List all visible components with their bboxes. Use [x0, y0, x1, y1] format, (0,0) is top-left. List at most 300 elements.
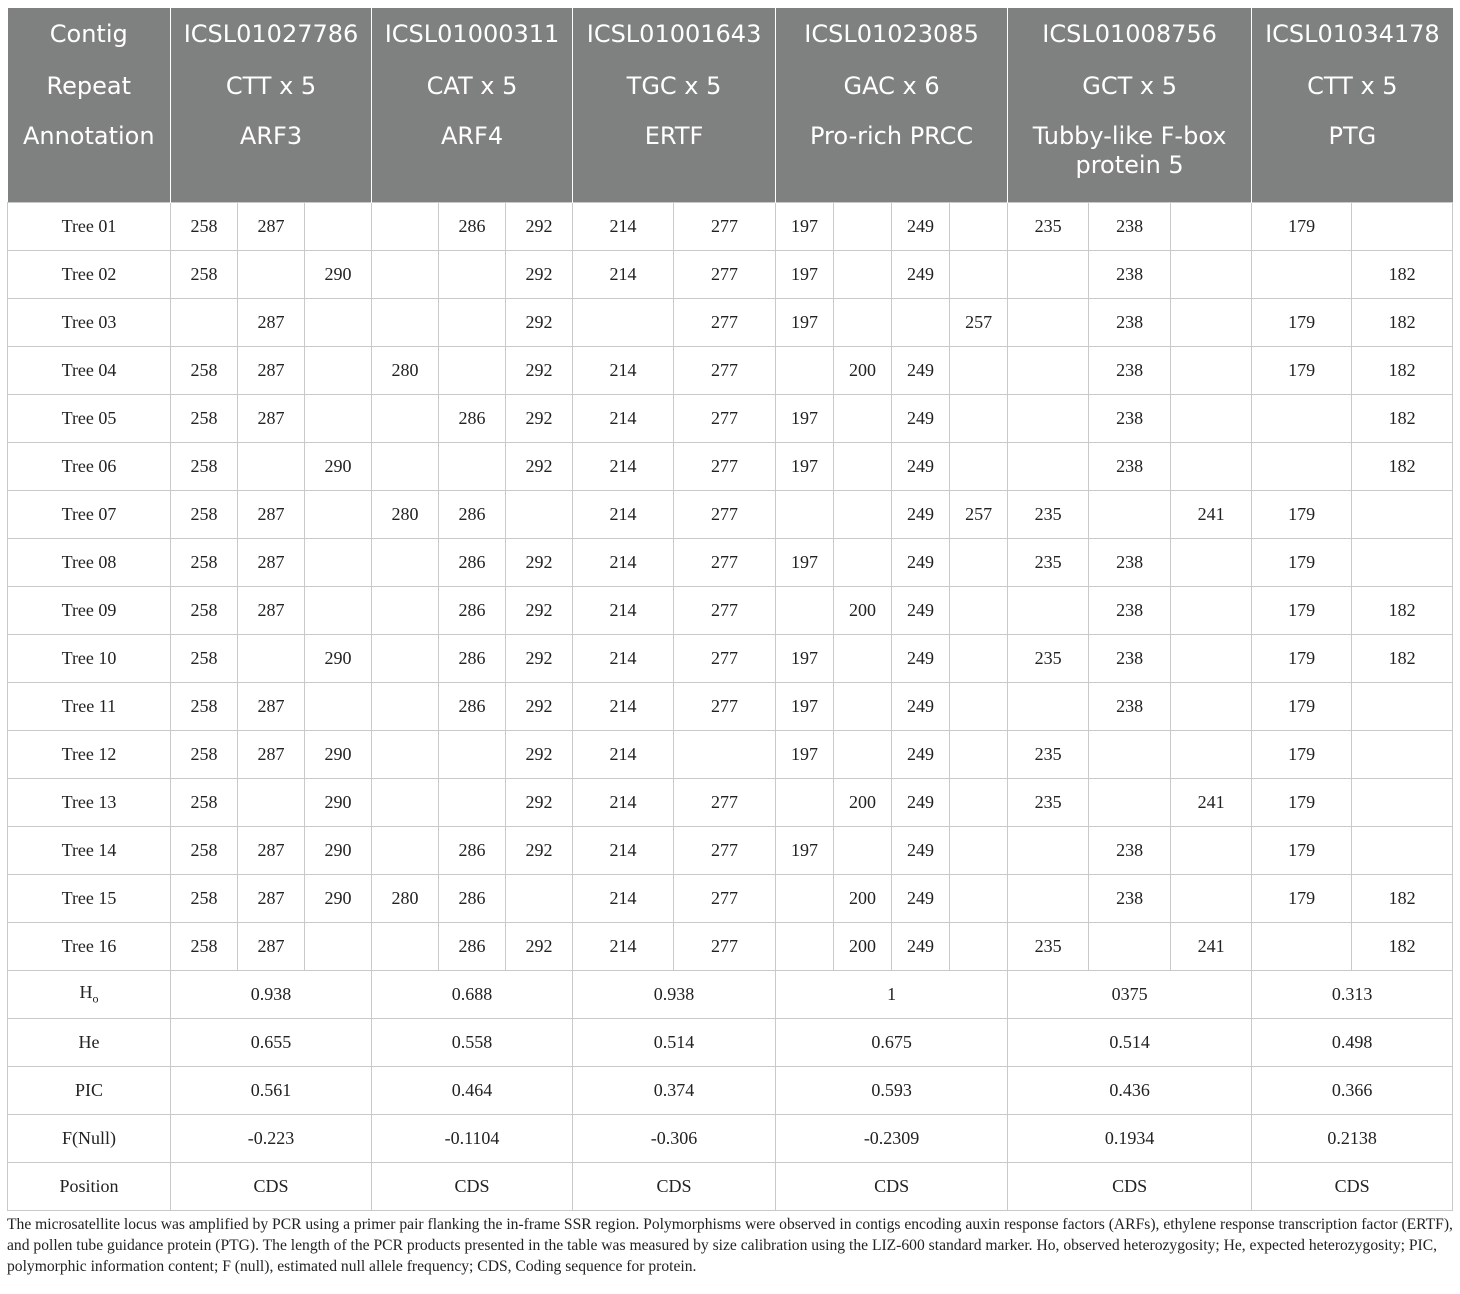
allele-size-cell [1352, 491, 1453, 539]
allele-size-cell [305, 683, 372, 731]
allele-size-cell: 277 [674, 587, 776, 635]
allele-size-cell [1089, 491, 1171, 539]
allele-size-cell: 292 [506, 539, 573, 587]
annotation-value: PTG [1252, 112, 1453, 203]
allele-size-cell: 214 [573, 875, 674, 923]
tree-label: Tree 06 [8, 443, 171, 491]
allele-size-cell: 214 [573, 827, 674, 875]
allele-size-cell: 286 [439, 875, 506, 923]
allele-size-cell: 200 [834, 923, 892, 971]
allele-size-cell [1089, 731, 1171, 779]
allele-size-cell: 179 [1252, 203, 1352, 251]
allele-size-cell: 258 [171, 251, 238, 299]
allele-size-cell: 249 [892, 875, 950, 923]
allele-size-cell: 277 [674, 875, 776, 923]
allele-size-cell: 235 [1008, 779, 1089, 827]
allele-size-cell: 257 [950, 491, 1008, 539]
allele-size-cell: 235 [1008, 923, 1089, 971]
allele-size-cell [305, 347, 372, 395]
allele-size-cell: 249 [892, 251, 950, 299]
stat-label [8, 1163, 171, 1211]
table-row [8, 347, 1453, 395]
allele-size-cell: 179 [1252, 731, 1352, 779]
allele-size-cell [1252, 251, 1352, 299]
repeat-motif: CAT x 5 [372, 60, 573, 112]
allele-size-cell: 238 [1089, 539, 1171, 587]
table-row [8, 587, 1453, 635]
allele-size-cell [950, 203, 1008, 251]
allele-size-cell: 286 [439, 683, 506, 731]
allele-size-cell: 292 [506, 299, 573, 347]
stat-value-cell: 0.938 [171, 971, 372, 1019]
allele-size-cell [1008, 347, 1089, 395]
allele-size-cell [1171, 731, 1252, 779]
allele-size-cell [305, 539, 372, 587]
repeat-label: Repeat [8, 60, 171, 112]
allele-size-cell: 286 [439, 539, 506, 587]
allele-size-cell [950, 395, 1008, 443]
allele-size-cell: 286 [439, 923, 506, 971]
allele-size-cell: 238 [1089, 203, 1171, 251]
allele-size-cell [950, 635, 1008, 683]
allele-size-cell: 287 [238, 491, 305, 539]
allele-size-cell [834, 443, 892, 491]
allele-size-cell [1171, 683, 1252, 731]
allele-size-cell [834, 395, 892, 443]
contig-row [8, 8, 1453, 60]
allele-size-cell: 238 [1089, 827, 1171, 875]
table-body [8, 203, 1453, 1211]
allele-size-cell [834, 683, 892, 731]
allele-size-cell: 286 [439, 491, 506, 539]
allele-size-cell: 249 [892, 539, 950, 587]
allele-size-cell: 249 [892, 683, 950, 731]
annotation-value: ARF3 [171, 112, 372, 203]
allele-size-cell: 290 [305, 251, 372, 299]
stat-value-cell: 0.688 [372, 971, 573, 1019]
allele-size-cell: 287 [238, 587, 305, 635]
stat-value-cell: CDS [171, 1163, 372, 1211]
stat-value-cell: CDS [1008, 1163, 1252, 1211]
table-row [8, 923, 1453, 971]
allele-size-cell [1252, 395, 1352, 443]
allele-size-cell: 258 [171, 395, 238, 443]
allele-size-cell [892, 299, 950, 347]
allele-size-cell: 258 [171, 443, 238, 491]
allele-size-cell: 287 [238, 395, 305, 443]
stat-value-cell: 0.655 [171, 1019, 372, 1067]
stat-label-text: Position [59, 1176, 119, 1196]
allele-size-cell [439, 443, 506, 491]
allele-size-cell [834, 635, 892, 683]
allele-size-cell: 200 [834, 347, 892, 395]
stat-row [8, 1163, 1453, 1211]
allele-size-cell: 182 [1352, 299, 1453, 347]
stat-label [8, 1115, 171, 1163]
annotation-row [8, 112, 1453, 203]
allele-size-cell [1171, 827, 1252, 875]
allele-size-cell [305, 491, 372, 539]
allele-size-cell [1171, 539, 1252, 587]
allele-size-cell [372, 827, 439, 875]
allele-size-cell [1171, 251, 1252, 299]
allele-size-cell [372, 443, 439, 491]
stat-value-cell: 0.2138 [1252, 1115, 1453, 1163]
allele-size-cell: 214 [573, 587, 674, 635]
allele-size-cell [439, 251, 506, 299]
allele-size-cell: 214 [573, 779, 674, 827]
table-row [8, 203, 1453, 251]
allele-size-cell: 257 [950, 299, 1008, 347]
stat-value-cell: -0.2309 [776, 1115, 1008, 1163]
allele-size-cell: 197 [776, 395, 834, 443]
stat-row [8, 1067, 1453, 1115]
stat-value-cell: 0.514 [1008, 1019, 1252, 1067]
stat-label [8, 971, 171, 1019]
allele-size-cell: 292 [506, 587, 573, 635]
allele-size-cell [372, 299, 439, 347]
allele-size-cell: 287 [238, 347, 305, 395]
stat-value-cell: 0375 [1008, 971, 1252, 1019]
stat-row [8, 1019, 1453, 1067]
allele-size-cell: 182 [1352, 251, 1453, 299]
allele-size-cell: 238 [1089, 587, 1171, 635]
stat-label-text: F(Null) [62, 1128, 116, 1148]
allele-size-cell: 179 [1252, 827, 1352, 875]
allele-size-cell: 200 [834, 779, 892, 827]
allele-size-cell [776, 347, 834, 395]
table-row [8, 251, 1453, 299]
allele-size-cell: 286 [439, 203, 506, 251]
tree-label: Tree 09 [8, 587, 171, 635]
allele-size-cell: 277 [674, 779, 776, 827]
stat-value-cell: 0.675 [776, 1019, 1008, 1067]
allele-size-cell [1008, 443, 1089, 491]
allele-size-cell: 292 [506, 347, 573, 395]
stat-label-text: He [78, 1032, 100, 1052]
allele-size-cell: 277 [674, 923, 776, 971]
allele-size-cell [776, 923, 834, 971]
table-row [8, 491, 1453, 539]
allele-size-cell: 258 [171, 731, 238, 779]
allele-size-cell [305, 203, 372, 251]
allele-size-cell [1352, 779, 1453, 827]
allele-size-cell: 290 [305, 635, 372, 683]
allele-size-cell [834, 203, 892, 251]
allele-size-cell: 280 [372, 875, 439, 923]
allele-size-cell [950, 827, 1008, 875]
stat-row [8, 971, 1453, 1019]
ssr-genotype-table [7, 8, 1453, 1211]
allele-size-cell: 277 [674, 299, 776, 347]
allele-size-cell [1171, 395, 1252, 443]
allele-size-cell: 197 [776, 731, 834, 779]
allele-size-cell: 292 [506, 827, 573, 875]
tree-label: Tree 12 [8, 731, 171, 779]
allele-size-cell: 179 [1252, 539, 1352, 587]
allele-size-cell: 292 [506, 395, 573, 443]
allele-size-cell: 287 [238, 923, 305, 971]
allele-size-cell [776, 779, 834, 827]
allele-size-cell [1008, 827, 1089, 875]
allele-size-cell: 200 [834, 875, 892, 923]
allele-size-cell [506, 875, 573, 923]
allele-size-cell [372, 539, 439, 587]
stat-value-cell: CDS [776, 1163, 1008, 1211]
allele-size-cell: 277 [674, 347, 776, 395]
table-row [8, 827, 1453, 875]
allele-size-cell [1171, 443, 1252, 491]
stat-label-text: PIC [74, 1080, 103, 1100]
allele-size-cell [950, 443, 1008, 491]
allele-size-cell [372, 251, 439, 299]
allele-size-cell: 179 [1252, 491, 1352, 539]
allele-size-cell [1008, 875, 1089, 923]
allele-size-cell [305, 299, 372, 347]
allele-size-cell: 258 [171, 875, 238, 923]
allele-size-cell: 286 [439, 635, 506, 683]
allele-size-cell: 179 [1252, 347, 1352, 395]
contig-name: ICSL01008756 [1008, 8, 1252, 60]
allele-size-cell [776, 587, 834, 635]
stat-label [8, 1019, 171, 1067]
allele-size-cell: 290 [305, 443, 372, 491]
allele-size-cell [950, 251, 1008, 299]
allele-size-cell: 235 [1008, 539, 1089, 587]
stat-value-cell: 0.938 [573, 971, 776, 1019]
stat-label-subscript: o [92, 991, 99, 1006]
allele-size-cell: 258 [171, 683, 238, 731]
table-row [8, 299, 1453, 347]
stat-value-cell: 0.561 [171, 1067, 372, 1115]
annotation-value: ERTF [573, 112, 776, 203]
allele-size-cell: 277 [674, 539, 776, 587]
allele-size-cell: 238 [1089, 395, 1171, 443]
stat-value-cell: 0.558 [372, 1019, 573, 1067]
allele-size-cell [238, 251, 305, 299]
annotation-label: Annotation [8, 112, 171, 203]
contig-name: ICSL01034178 [1252, 8, 1453, 60]
allele-size-cell [372, 203, 439, 251]
allele-size-cell [1252, 923, 1352, 971]
contig-name: ICSL01000311 [372, 8, 573, 60]
allele-size-cell: 249 [892, 827, 950, 875]
allele-size-cell [439, 299, 506, 347]
allele-size-cell: 179 [1252, 587, 1352, 635]
allele-size-cell: 214 [573, 251, 674, 299]
allele-size-cell: 197 [776, 827, 834, 875]
table-footnote: The microsatellite locus was amplified by PCR using a primer pair flanking the in-frame SSR region. Polymorphisms were observed in contigs encoding auxin response factors (ARFs), ethylene response transcription factor (ERTF), and pollen tube guidance protein (PTG). The length of the PCR products presented in the table was measured by size calibration using the LIZ-600 standard marker. Ho, observed heterozygosity; He, expected heterozygosity; PIC, polymorphic information content; F (null), estimated null allele frequency; CDS, Coding sequence for protein. [7, 1216, 1453, 1275]
allele-size-cell [238, 635, 305, 683]
allele-size-cell: 258 [171, 635, 238, 683]
allele-size-cell [372, 635, 439, 683]
table-row [8, 443, 1453, 491]
allele-size-cell: 179 [1252, 635, 1352, 683]
tree-label: Tree 02 [8, 251, 171, 299]
allele-size-cell [950, 347, 1008, 395]
allele-size-cell [439, 779, 506, 827]
allele-size-cell: 197 [776, 539, 834, 587]
allele-size-cell: 235 [1008, 731, 1089, 779]
stat-label [8, 1067, 171, 1115]
allele-size-cell: 258 [171, 539, 238, 587]
allele-size-cell: 292 [506, 635, 573, 683]
allele-size-cell: 249 [892, 779, 950, 827]
allele-size-cell: 182 [1352, 443, 1453, 491]
allele-size-cell: 214 [573, 731, 674, 779]
allele-size-cell: 182 [1352, 923, 1453, 971]
contig-name: ICSL01001643 [573, 8, 776, 60]
allele-size-cell: 238 [1089, 875, 1171, 923]
allele-size-cell [573, 299, 674, 347]
allele-size-cell: 290 [305, 779, 372, 827]
allele-size-cell: 258 [171, 587, 238, 635]
allele-size-cell: 258 [171, 779, 238, 827]
repeat-row [8, 60, 1453, 112]
tree-label: Tree 05 [8, 395, 171, 443]
allele-size-cell: 277 [674, 827, 776, 875]
allele-size-cell [834, 251, 892, 299]
allele-size-cell: 238 [1089, 299, 1171, 347]
allele-size-cell: 287 [238, 539, 305, 587]
stat-value-cell: 0.436 [1008, 1067, 1252, 1115]
stat-value-cell: 0.498 [1252, 1019, 1453, 1067]
allele-size-cell: 179 [1252, 779, 1352, 827]
table-row [8, 683, 1453, 731]
tree-label: Tree 08 [8, 539, 171, 587]
allele-size-cell [950, 539, 1008, 587]
annotation-value: Pro-rich PRCC [776, 112, 1008, 203]
allele-size-cell: 241 [1171, 779, 1252, 827]
allele-size-cell: 238 [1089, 443, 1171, 491]
stat-value-cell: 0.514 [573, 1019, 776, 1067]
allele-size-cell: 197 [776, 683, 834, 731]
contig-name: ICSL01023085 [776, 8, 1008, 60]
stat-value-cell: 1 [776, 971, 1008, 1019]
allele-size-cell [1008, 587, 1089, 635]
allele-size-cell [1171, 635, 1252, 683]
allele-size-cell: 238 [1089, 347, 1171, 395]
repeat-motif: CTT x 5 [171, 60, 372, 112]
allele-size-cell: 249 [892, 923, 950, 971]
allele-size-cell: 280 [372, 491, 439, 539]
allele-size-cell [506, 491, 573, 539]
allele-size-cell: 235 [1008, 635, 1089, 683]
allele-size-cell: 179 [1252, 683, 1352, 731]
allele-size-cell: 249 [892, 587, 950, 635]
allele-size-cell [834, 299, 892, 347]
allele-size-cell: 287 [238, 827, 305, 875]
allele-size-cell: 292 [506, 203, 573, 251]
allele-size-cell [834, 539, 892, 587]
allele-size-cell [834, 731, 892, 779]
allele-size-cell: 214 [573, 539, 674, 587]
allele-size-cell [305, 923, 372, 971]
allele-size-cell: 249 [892, 491, 950, 539]
allele-size-cell: 277 [674, 683, 776, 731]
allele-size-cell [305, 587, 372, 635]
allele-size-cell: 292 [506, 779, 573, 827]
table-row [8, 875, 1453, 923]
tree-label: Tree 10 [8, 635, 171, 683]
allele-size-cell [776, 875, 834, 923]
allele-size-cell: 238 [1089, 251, 1171, 299]
allele-size-cell: 290 [305, 731, 372, 779]
allele-size-cell: 286 [439, 395, 506, 443]
repeat-motif: GCT x 5 [1008, 60, 1252, 112]
stat-value-cell: 0.464 [372, 1067, 573, 1115]
stat-value-cell: 0.593 [776, 1067, 1008, 1115]
allele-size-cell [238, 779, 305, 827]
tree-label: Tree 15 [8, 875, 171, 923]
allele-size-cell: 182 [1352, 587, 1453, 635]
allele-size-cell [1171, 299, 1252, 347]
allele-size-cell: 277 [674, 443, 776, 491]
contig-label: Contig [8, 8, 171, 60]
tree-label: Tree 01 [8, 203, 171, 251]
allele-size-cell [950, 875, 1008, 923]
allele-size-cell: 214 [573, 347, 674, 395]
stat-row [8, 1115, 1453, 1163]
allele-size-cell: 249 [892, 443, 950, 491]
allele-size-cell: 197 [776, 443, 834, 491]
allele-size-cell: 258 [171, 203, 238, 251]
allele-size-cell: 249 [892, 395, 950, 443]
contig-name: ICSL01027786 [171, 8, 372, 60]
allele-size-cell: 214 [573, 491, 674, 539]
stat-value-cell: CDS [372, 1163, 573, 1211]
allele-size-cell: 287 [238, 731, 305, 779]
allele-size-cell [238, 443, 305, 491]
allele-size-cell [305, 395, 372, 443]
allele-size-cell [950, 587, 1008, 635]
tree-label: Tree 14 [8, 827, 171, 875]
allele-size-cell [834, 491, 892, 539]
allele-size-cell: 249 [892, 347, 950, 395]
stat-value-cell: -0.306 [573, 1115, 776, 1163]
allele-size-cell: 182 [1352, 347, 1453, 395]
allele-size-cell [674, 731, 776, 779]
allele-size-cell: 200 [834, 587, 892, 635]
repeat-motif: TGC x 5 [573, 60, 776, 112]
stat-value-cell: 0.1934 [1008, 1115, 1252, 1163]
allele-size-cell: 277 [674, 203, 776, 251]
stat-value-cell: -0.1104 [372, 1115, 573, 1163]
repeat-motif: GAC x 6 [776, 60, 1008, 112]
stat-value-cell: 0.366 [1252, 1067, 1453, 1115]
allele-size-cell [1171, 587, 1252, 635]
allele-size-cell [1008, 395, 1089, 443]
allele-size-cell: 241 [1171, 491, 1252, 539]
allele-size-cell [439, 347, 506, 395]
allele-size-cell: 197 [776, 251, 834, 299]
data-table-container [7, 8, 1453, 1211]
allele-size-cell: 197 [776, 635, 834, 683]
allele-size-cell [1352, 827, 1453, 875]
allele-size-cell: 214 [573, 395, 674, 443]
stat-value-cell: 0.313 [1252, 971, 1453, 1019]
annotation-value: ARF4 [372, 112, 573, 203]
allele-size-cell: 258 [171, 827, 238, 875]
allele-size-cell [372, 731, 439, 779]
allele-size-cell: 277 [674, 635, 776, 683]
stat-value-cell: CDS [1252, 1163, 1453, 1211]
allele-size-cell [439, 731, 506, 779]
allele-size-cell: 290 [305, 827, 372, 875]
allele-size-cell: 249 [892, 635, 950, 683]
allele-size-cell [372, 779, 439, 827]
allele-size-cell: 249 [892, 731, 950, 779]
